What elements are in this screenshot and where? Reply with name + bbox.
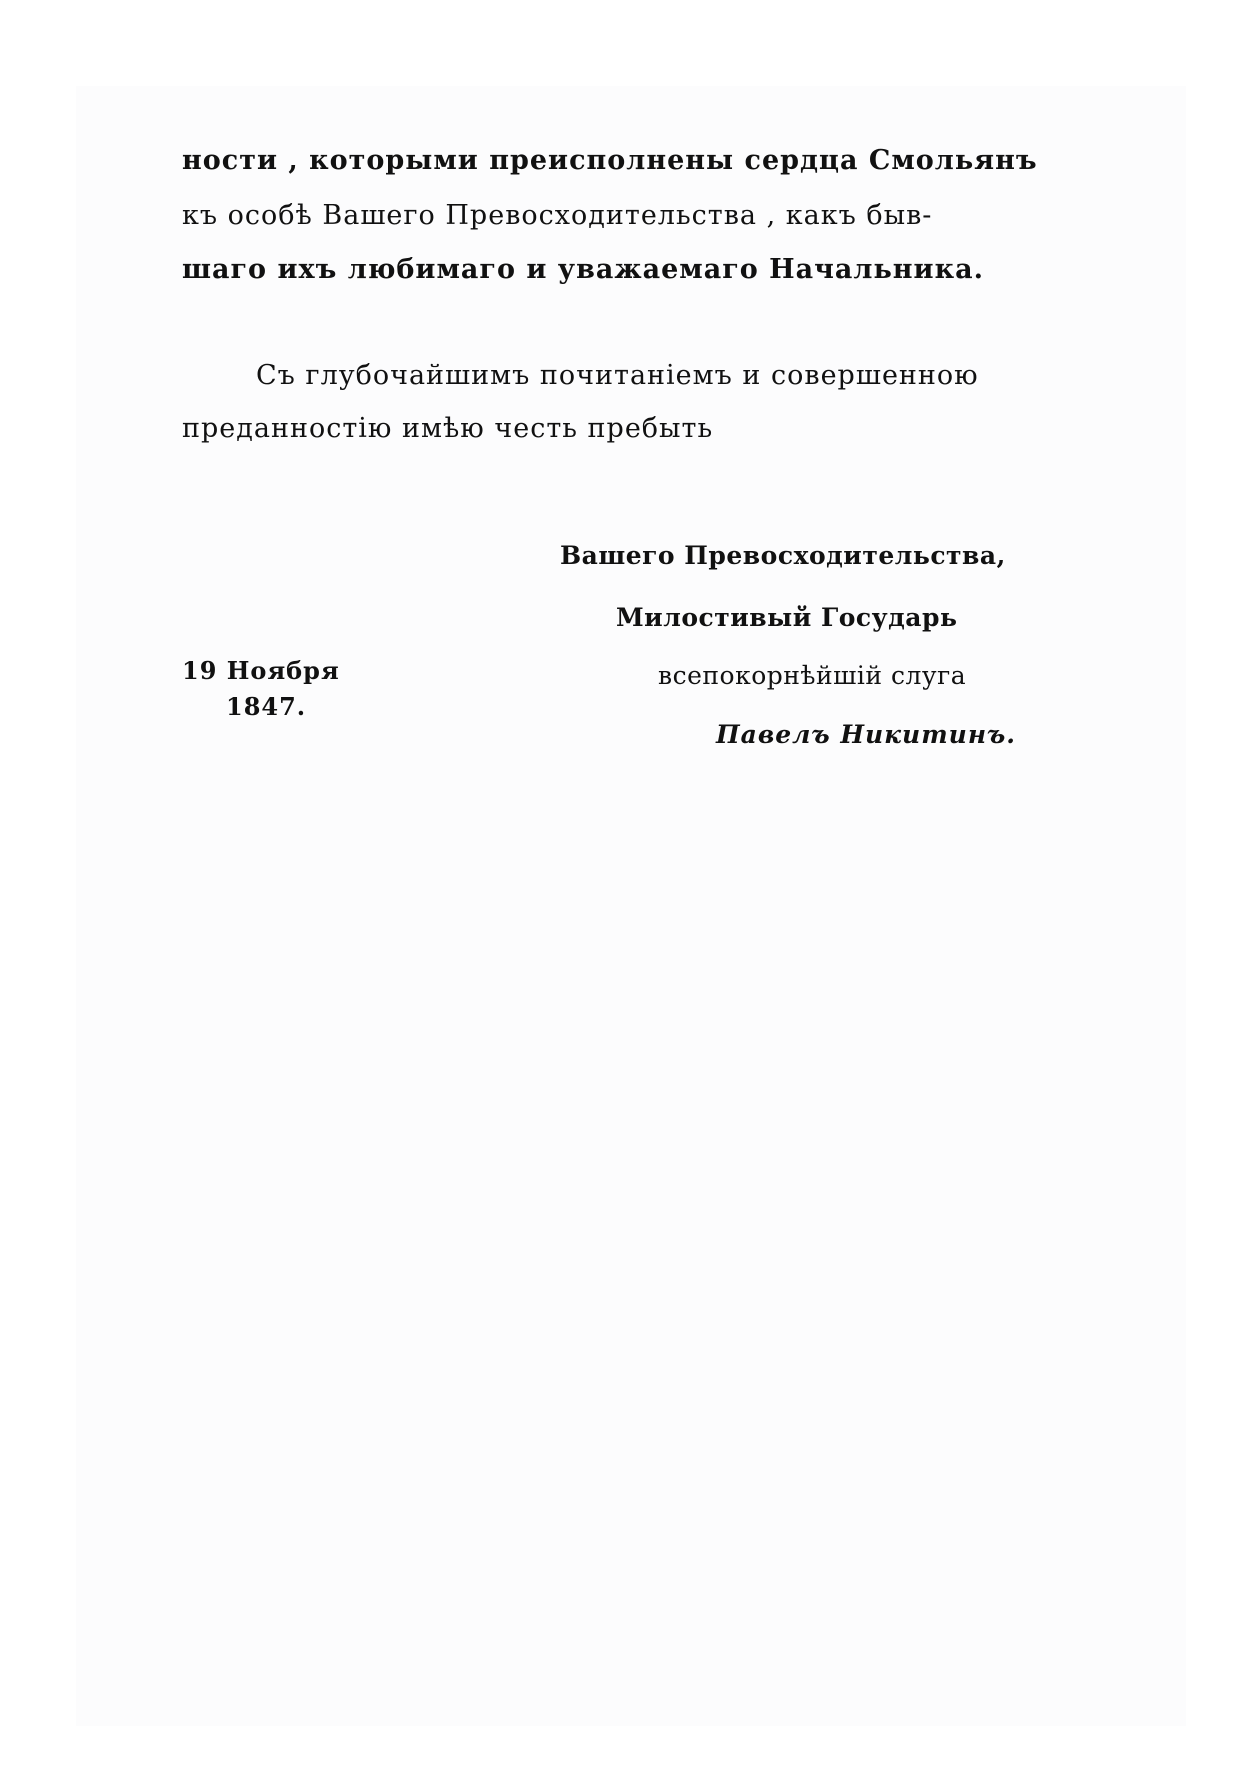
paragraph-2-line-1: Съ глубочайшимъ почитаніемъ и совершенною [256,360,979,391]
paragraph-1-line-3: шаго ихъ любимаго и уважаемаго Начальника. [182,254,984,285]
signature-name: Павелъ Никитинъ. [716,720,1016,749]
closing-address: Милостивый Государь [616,603,958,632]
paragraph-1-line-1: ности , которыми преисполнены сердца Смольянъ [182,145,1038,176]
paragraph-1-line-2: къ особѣ Вашего Превосходительства , какъ быв- [182,200,933,231]
paragraph-2-line-2: преданностію имѣю честь пребыть [182,413,714,444]
closing-salutation: Вашего Превосходительства, [560,541,1006,570]
date-day-month: 19 Ноября [182,656,340,685]
date-year: 1847. [226,692,307,721]
closing-servant: всепокорнѣйшій слуга [658,661,967,690]
document-page [76,86,1186,1726]
